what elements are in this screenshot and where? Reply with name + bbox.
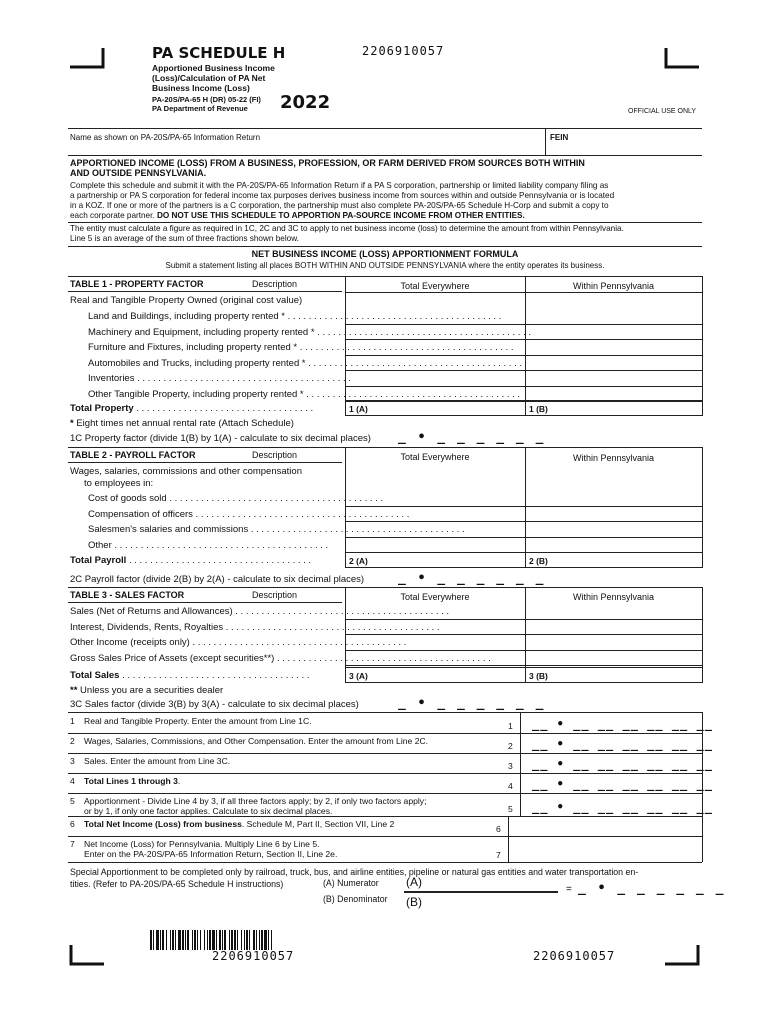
line-text: Net Income (Loss) for Pennsylvania. Multiply Line 6 by Line 5.	[84, 839, 320, 849]
total-label: Total Payroll	[70, 555, 127, 566]
line-number: 6	[70, 819, 75, 829]
divider	[345, 552, 702, 553]
intro-line: in a KOZ. If one or more of the partners is a C corporation, the partnership must also complete PA-20S/PA-65 Schedule H-Corp and submit a copy to	[70, 201, 609, 210]
intro-line: Line 5 is an average of the sum of three fractions shown below.	[70, 234, 299, 243]
table3-col-divider	[345, 587, 346, 683]
summary-line-2	[70, 736, 500, 746]
line-text: Apportionment - Divide Line 4 by 3, if all three factors apply; by 2, if only two factors apply;	[84, 796, 427, 806]
footnote-mark: *	[70, 418, 74, 429]
barcode-bar	[172, 930, 174, 950]
barcode-bar	[237, 930, 238, 950]
line-number: 1	[70, 716, 75, 726]
table1-everywhere-field[interactable]	[347, 325, 523, 339]
formula-note: Submit a statement listing all places BOTH WITHIN AND OUTSIDE PENNSYLVANIA where the entity operates its business.	[165, 261, 605, 270]
barcode-bar	[150, 930, 152, 950]
table1-pa-field[interactable]	[527, 309, 700, 323]
barcode-bar	[166, 930, 167, 950]
line-text: or by 1, if only one factor applies. Calculate to six decimal places.	[84, 806, 333, 816]
table1-row: Land and Buildings, including property rented * . . . . . . . . . . . . . . . . . . . . . . . . . . . . . . . . . . . . . . . . .	[88, 311, 502, 322]
line-box-number: 6	[496, 824, 501, 834]
line-text: Real and Tangible Property. Enter the amount from Line 1C.	[84, 716, 312, 726]
table2-col-divider	[345, 447, 346, 568]
line-box-number: 1	[508, 721, 513, 731]
barcode-bar	[194, 930, 196, 950]
line-text: . Schedule M, Part II, Section VII, Line 2	[241, 819, 395, 829]
denominator-label: (B) Denominator	[323, 894, 388, 904]
barcode-bar	[156, 930, 159, 950]
barcode-number: 2206910057	[362, 44, 445, 58]
intro-heading-line: APPORTIONED INCOME (LOSS) FROM A BUSINESS, PROFESSION, OR FARM DERIVED FROM SOURCES BOTH WITHIN	[70, 158, 585, 168]
table2-row: Compensation of officers . . . . . . . . . . . . . . . . . . . . . . . . . . . . . . . . . . . . . . . . .	[88, 508, 410, 520]
table2-row: Cost of goods sold . . . . . . . . . . . . . . . . . . . . . . . . . . . . . . . . . . . . . . . . .	[88, 493, 384, 504]
table-border	[68, 447, 702, 448]
summary-line-text	[70, 756, 500, 766]
divider	[68, 836, 702, 837]
table2-everywhere-field[interactable]	[347, 522, 523, 536]
table3-row: Interest, Dividends, Rents, Royalties . . . . . . . . . . . . . . . . . . . . . . . . . . . . . . . . . . . . . . . . .	[70, 621, 440, 633]
barcode-bar	[204, 930, 205, 950]
divider	[68, 291, 342, 292]
fraction-bar	[404, 891, 558, 893]
intro-line	[70, 211, 710, 221]
group-line: to employees in:	[84, 478, 154, 489]
divider	[68, 773, 702, 774]
divider	[345, 567, 702, 568]
table3-item-label: Gross Sales Price of Assets (except securities**)	[70, 652, 275, 664]
table2-row: Other . . . . . . . . . . . . . . . . . . . . . . . . . . . . . . . . . . . . . . . . .	[88, 539, 329, 551]
barcode-bar	[264, 930, 267, 950]
summary-line-3	[70, 756, 500, 766]
table2-pa-field[interactable]	[527, 507, 700, 521]
summary-line-7	[70, 839, 488, 859]
form-title: PA SCHEDULE H	[152, 44, 286, 62]
table2-item-label: Salesmen's salaries and commissions	[88, 524, 249, 535]
barcode-bar	[259, 930, 260, 950]
divider	[68, 733, 702, 734]
line-box-number: 7	[496, 850, 501, 860]
line-box-number: 3	[508, 761, 513, 771]
table2-everywhere-field[interactable]	[347, 538, 523, 552]
table3-everywhere-field[interactable]	[347, 620, 523, 634]
line-1c-label: 1C Property factor (divide 1(B) by 1(A) - calculate to six decimal places)	[70, 433, 371, 444]
line-7-entry[interactable]	[510, 838, 700, 860]
line-1c-entry[interactable]: _ • _ _ _ _ _ _	[398, 430, 546, 445]
table2-col-divider	[702, 447, 703, 568]
line-text: Sales. Enter the amount from Line 3C.	[84, 756, 231, 766]
divider	[68, 462, 342, 463]
numerator-field[interactable]: (A)	[406, 875, 422, 889]
table2-everywhere-field[interactable]	[347, 491, 523, 505]
table1-desc-header: Description	[252, 279, 298, 289]
summary-line-1	[70, 716, 500, 726]
barcode-bar	[209, 930, 211, 950]
barcode-bar	[212, 930, 215, 950]
barcode-bar	[216, 930, 217, 950]
table1-row: Automobiles and Trucks, including property rented * . . . . . . . . . . . . . . . . . . . . . . . . . . . . . . . . . . . . . . . . .	[88, 357, 523, 369]
divider	[520, 713, 521, 733]
barcode-bar	[185, 930, 186, 950]
table2-pa-field[interactable]	[527, 538, 700, 552]
table2-pa-field[interactable]	[527, 491, 700, 505]
table1-item-label: Automobiles and Trucks, including property rented *	[88, 357, 306, 369]
footer-form-code: 2206910057	[533, 949, 616, 963]
barcode-bar	[187, 930, 189, 950]
table1-col-divider	[702, 276, 703, 416]
footer-barcode-text: 2206910057	[212, 949, 295, 963]
summary-line-text	[70, 796, 500, 806]
line-3-entry[interactable]: __ • __ __ __ __ __ __	[532, 757, 713, 771]
form-code: PA-20S/PA-65 H (DR) 05-22 (FI)	[152, 95, 261, 104]
registration-mark-bottom-left	[70, 945, 104, 965]
summary-line-text	[70, 736, 500, 746]
total-2a[interactable]: 2 (A)	[349, 556, 368, 566]
table1-col-divider	[525, 276, 526, 416]
barcode-bar	[153, 930, 154, 950]
table1-pa-field[interactable]	[527, 340, 700, 354]
line-4-entry[interactable]: __ • __ __ __ __ __ __	[532, 777, 713, 791]
line-number: 5	[70, 796, 75, 806]
table1-row: Machinery and Equipment, including property rented * . . . . . . . . . . . . . . . . . . . . . . . . . . . . . . . . . . . . . . . . .	[88, 326, 531, 338]
footnote-text: Unless you are a securities dealer	[80, 685, 224, 696]
table2-item-label: Other	[88, 539, 112, 551]
intro-line: The entity must calculate a figure as required in 1C, 2C and 3C to apply to net business income (loss) to determine the amount from within Pennsylvania.	[70, 224, 624, 233]
barcode	[150, 930, 365, 950]
table3-col-everywhere: Total Everywhere	[400, 592, 470, 602]
table3-item-label: Interest, Dividends, Rents, Royalties	[70, 621, 224, 633]
divider	[68, 128, 702, 129]
line-5-entry[interactable]: __ • __ __ __ __ __ __	[532, 800, 713, 814]
total-label: Total Property	[70, 403, 134, 414]
table1-col-divider	[345, 276, 346, 416]
line-number: 7	[70, 839, 75, 849]
divider	[68, 862, 702, 863]
table2-col-divider	[525, 447, 526, 568]
table3-desc-header: Description	[252, 590, 298, 600]
table1-pa-field[interactable]	[527, 325, 700, 339]
table3-everywhere-field[interactable]	[347, 635, 523, 649]
barcode-bar	[268, 930, 269, 950]
divider	[702, 712, 703, 862]
table1-footnote	[70, 418, 294, 429]
barcode-bar	[249, 930, 250, 950]
total-1a[interactable]: 1 (A)	[349, 404, 368, 414]
table2-group-label	[70, 466, 302, 490]
table3-title: TABLE 3 - SALES FACTOR	[70, 590, 185, 600]
divider	[68, 246, 702, 247]
barcode-bar	[160, 930, 161, 950]
table1-row: Inventories . . . . . . . . . . . . . . . . . . . . . . . . . . . . . . . . . . . . . . . . .	[88, 373, 351, 384]
barcode-bar	[246, 930, 248, 950]
line-bold-text: Total Net Income (Loss) from business	[84, 819, 242, 829]
table3-item-label: Sales (Net of Returns and Allowances)	[70, 606, 233, 617]
table3-pa-field[interactable]	[527, 620, 700, 634]
intro-text: each corporate partner.	[70, 211, 157, 220]
line-box-number: 5	[508, 804, 513, 814]
barcode-bar	[234, 930, 236, 950]
table3-row: Other Income (receipts only) . . . . . . . . . . . . . . . . . . . . . . . . . . . . . . . . . . . . . . . . .	[70, 637, 407, 648]
line-number: 4	[70, 776, 75, 786]
table1-col-pa: Within Pennsylvania	[572, 281, 655, 291]
divider	[68, 222, 702, 223]
total-2b[interactable]: 2 (B)	[529, 556, 548, 566]
table3-footnote	[70, 685, 223, 696]
divider	[545, 128, 546, 155]
table2-item-label: Compensation of officers	[88, 508, 193, 520]
summary-line-text: 4 Total Lines 1 through 3.	[70, 776, 181, 786]
table1-everywhere-field[interactable]	[347, 356, 523, 370]
table2-desc-header: Description	[252, 450, 298, 460]
table1-item-label: Furniture and Fixtures, including property rented *	[88, 342, 298, 353]
table1-total-label: Total Property . . . . . . . . . . . . . . . . . . . . . . . . . . . . . . . . . .	[70, 403, 314, 414]
line-box-number: 2	[508, 741, 513, 751]
formula-title: NET BUSINESS INCOME (LOSS) APPORTIONMENT FORMULA	[251, 249, 519, 259]
special-line: Special Apportionment to be completed only by railroad, truck, bus, and airline entities, pipeline or natural gas entities and water transportation en-	[70, 867, 639, 877]
table3-pa-field[interactable]	[527, 635, 700, 649]
department-name: PA Department of Revenue	[152, 104, 248, 113]
table1-item-label: Other Tangible Property, including property rented *	[88, 388, 304, 400]
table2-everywhere-field[interactable]	[347, 507, 523, 521]
group-line: Wages, salaries, commissions and other compensation	[70, 466, 302, 477]
table3-item-label: Other Income (receipts only)	[70, 637, 190, 648]
barcode-bar	[192, 930, 193, 950]
total-1b[interactable]: 1 (B)	[529, 404, 548, 414]
tax-year: 2022	[280, 92, 331, 113]
intro-warning: DO NOT USE THIS SCHEDULE TO APPORTION PA-SOURCE INCOME FROM OTHER ENTITIES.	[156, 211, 525, 220]
line-6-entry[interactable]	[510, 818, 700, 834]
divider	[345, 401, 702, 402]
table1-everywhere-field[interactable]	[347, 309, 523, 323]
table1-pa-field[interactable]	[527, 387, 700, 401]
divider	[520, 793, 521, 816]
barcode-bar	[200, 930, 201, 950]
barcode-bar	[241, 930, 242, 950]
footnote-text: Eight times net annual rental rate (Attach Schedule)	[76, 418, 294, 429]
barcode-bar	[222, 930, 223, 950]
summary-line-text	[70, 819, 488, 829]
divider	[345, 665, 702, 666]
divider	[345, 292, 702, 293]
summary-line-text	[70, 839, 488, 849]
table-border	[68, 712, 702, 713]
table1-row: Other Tangible Property, including property rented * . . . . . . . . . . . . . . . . . . . . . . . . . . . . . . . . . . . . . . . . .	[88, 388, 521, 400]
divider	[520, 773, 521, 793]
line-2-entry[interactable]: __ • __ __ __ __ __ __	[532, 737, 713, 751]
line-1-entry[interactable]: __ • __ __ __ __ __ __	[532, 717, 713, 731]
table1-col-everywhere: Total Everywhere	[400, 281, 470, 291]
table3-col-pa: Within Pennsylvania	[572, 592, 655, 602]
barcode-bar	[261, 930, 263, 950]
intro-line: a partnership or PA S corporation for federal income tax purposes derives business income from sources within and outside Pennsylvania or is located	[70, 191, 615, 200]
table2-item-label: Cost of goods sold	[88, 493, 167, 504]
footnote-mark: **	[70, 685, 78, 696]
table3-everywhere-field[interactable]	[347, 651, 523, 665]
form-subtitle	[152, 63, 275, 93]
intro-line: Complete this schedule and submit it with the PA-20S/PA-65 Information Return if a PA S corporation, partnership or limited liability company filing as	[70, 181, 609, 190]
table2-total-label: Total Payroll . . . . . . . . . . . . . . . . . . . . . . . . . . . . . . . . . . .	[70, 555, 312, 566]
official-use-label: OFFICIAL USE ONLY	[628, 108, 697, 115]
divider	[508, 816, 509, 836]
table2-pa-field[interactable]	[527, 522, 700, 536]
line-number: 3	[70, 756, 75, 766]
table3-pa-field[interactable]	[527, 604, 700, 618]
table1-item-label: Land and Buildings, including property rented *	[88, 311, 285, 322]
table3-col-divider	[525, 587, 526, 683]
barcode-bar	[207, 930, 208, 950]
line-bold-text: Total Lines 1 through 3	[84, 776, 178, 786]
fein-label: FEIN	[550, 133, 569, 142]
divider	[345, 415, 702, 416]
denominator-field[interactable]: (B)	[406, 895, 422, 909]
name-label: Name as shown on PA-20S/PA-65 Information Return	[70, 133, 261, 142]
intro-heading-line: AND OUTSIDE PENNSYLVANIA.	[70, 168, 207, 178]
divider	[345, 400, 702, 401]
line-3c-entry[interactable]: _ • _ _ _ _ _ _	[398, 696, 546, 711]
barcode-bar	[162, 930, 164, 950]
table2-col-pa: Within Pennsylvania	[572, 453, 655, 463]
divider	[508, 836, 509, 862]
table1-everywhere-field[interactable]	[347, 340, 523, 354]
subtitle-line: (Loss)/Calculation of PA Net	[152, 73, 266, 83]
barcode-bar	[256, 930, 257, 950]
line-box-number: 4	[508, 781, 513, 791]
special-line: tities. (Refer to PA-20S/PA-65 Schedule H instructions)	[70, 879, 284, 889]
barcode-bar	[219, 930, 221, 950]
registration-mark-bottom-right	[665, 945, 699, 965]
summary-line-6	[70, 819, 488, 829]
divider	[68, 816, 702, 817]
subtitle-line: Business Income (Loss)	[152, 83, 250, 93]
divider	[520, 733, 521, 753]
registration-mark-top-left	[70, 48, 104, 68]
total-3b[interactable]: 3 (B)	[529, 671, 548, 681]
table1-everywhere-field[interactable]	[347, 387, 523, 401]
fein-field[interactable]	[550, 143, 700, 154]
line-text: Enter on the PA-20S/PA-65 Information Return, Section II, Line 2e.	[84, 849, 338, 859]
summary-line-4	[70, 776, 500, 786]
divider	[68, 602, 342, 603]
barcode-bar	[244, 930, 245, 950]
table3-row: Sales (Net of Returns and Allowances) . . . . . . . . . . . . . . . . . . . . . . . . . . . . . . . . . . . . . . . . .	[70, 606, 450, 617]
table1-pa-field[interactable]	[527, 356, 700, 370]
summary-line-5	[70, 796, 500, 816]
table1-item-label: Machinery and Equipment, including property rented *	[88, 326, 315, 338]
divider	[68, 793, 702, 794]
table2-col-everywhere: Total Everywhere	[400, 452, 470, 462]
table3-everywhere-field[interactable]	[347, 604, 523, 618]
equals-sign: =	[566, 884, 572, 895]
intro-heading	[70, 158, 585, 178]
line-text: Wages, Salaries, Commissions, and Other Compensation. Enter the amount from Line 2C.	[84, 736, 429, 746]
table1-everywhere-field[interactable]	[347, 371, 523, 385]
table3-pa-field[interactable]	[527, 651, 700, 665]
divider	[68, 753, 702, 754]
divider	[345, 667, 702, 668]
subtitle-line: Apportioned Business Income	[152, 63, 275, 73]
line-3c-label: 3C Sales factor (divide 3(B) by 3(A) - calculate to six decimal places)	[70, 699, 359, 710]
barcode-bar	[231, 930, 233, 950]
table1-pa-field[interactable]	[527, 371, 700, 385]
table1-title: TABLE 1 - PROPERTY FACTOR	[70, 279, 204, 289]
divider	[520, 753, 521, 773]
line-2c-entry[interactable]: _ • _ _ _ _ _ _	[398, 571, 546, 586]
barcode-bar	[178, 930, 181, 950]
barcode-bar	[197, 930, 198, 950]
registration-mark-top-right	[665, 48, 699, 68]
intro-paragraph	[70, 181, 710, 221]
table1-item-label: Inventories	[88, 373, 135, 384]
barcode-bar	[229, 930, 230, 950]
barcode-bar	[182, 930, 184, 950]
table-border	[68, 276, 702, 277]
barcode-bar	[175, 930, 176, 950]
line-2c-label: 2C Payroll factor (divide 2(B) by 2(A) - calculate to six decimal places)	[70, 574, 365, 585]
name-field[interactable]	[72, 143, 542, 154]
summary-line-text	[70, 716, 500, 726]
barcode-bar	[224, 930, 226, 950]
total-3a[interactable]: 3 (A)	[349, 671, 368, 681]
table1-group-label: Real and Tangible Property Owned (original cost value)	[70, 295, 303, 306]
table2-row: Salesmen's salaries and commissions . . . . . . . . . . . . . . . . . . . . . . . . . . . . . . . . . . . . . . . . .	[88, 524, 465, 535]
table2-title: TABLE 2 - PAYROLL FACTOR	[70, 450, 196, 460]
table3-row: Gross Sales Price of Assets (except securities**) . . . . . . . . . . . . . . . . . . . . . . . . . . . . . . . . . . . . . . . . .	[70, 652, 491, 664]
intro-paragraph-2	[70, 224, 624, 244]
divider	[345, 682, 702, 683]
barcode-bar	[271, 930, 272, 950]
barcode-bar	[170, 930, 171, 950]
table3-col-divider	[702, 587, 703, 683]
line-number: 2	[70, 736, 75, 746]
table-border	[68, 587, 702, 588]
barcode-bar	[253, 930, 255, 950]
special-result-entry[interactable]: _ • _ _ _ _ _ _	[578, 881, 726, 896]
numerator-label: (A) Numerator	[323, 878, 379, 888]
table1-row: Furniture and Fixtures, including property rented * . . . . . . . . . . . . . . . . . . . . . . . . . . . . . . . . . . . . . . . . .	[88, 342, 514, 353]
table3-total-label: Total Sales . . . . . . . . . . . . . . . . . . . . . . . . . . . . . . . . . . . .	[70, 670, 310, 681]
divider	[68, 155, 702, 156]
total-label: Total Sales	[70, 670, 120, 681]
